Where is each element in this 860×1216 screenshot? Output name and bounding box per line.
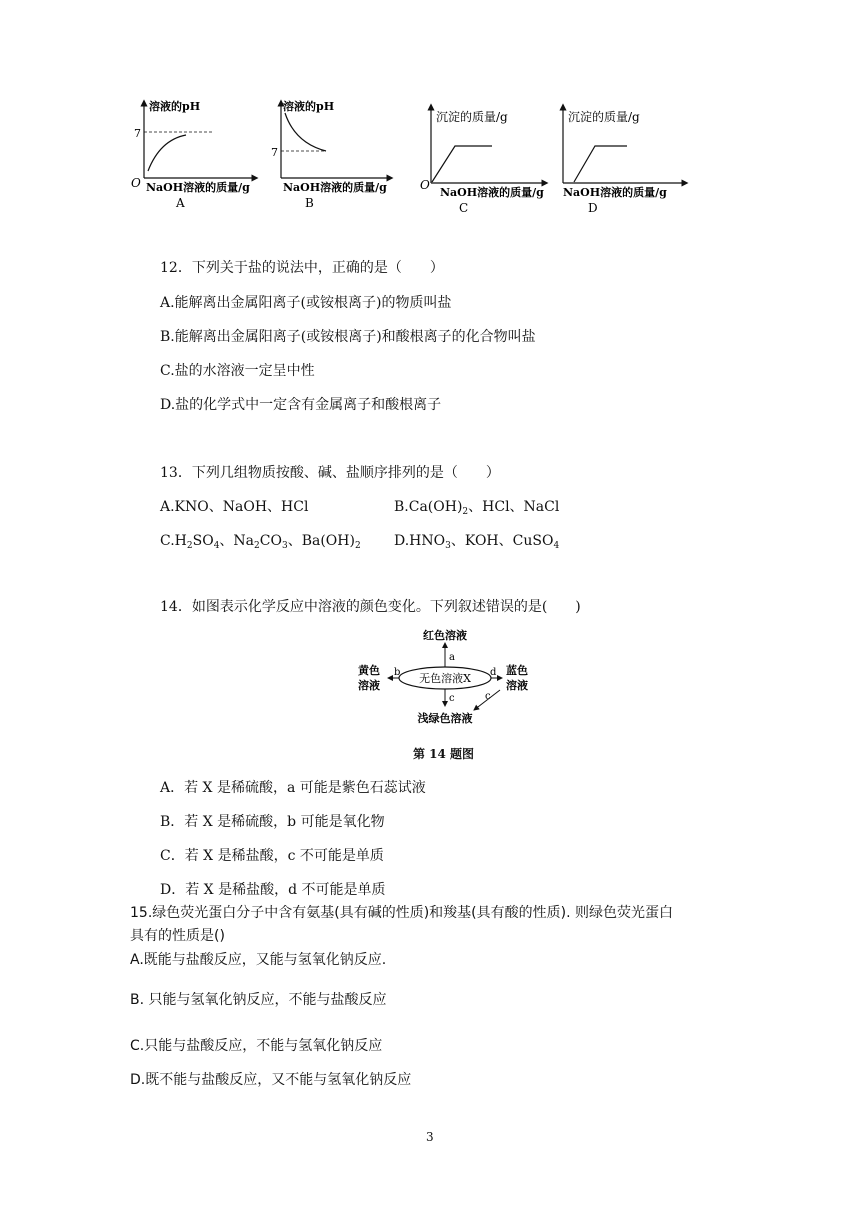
top-label: 红色溶液 [423, 629, 467, 642]
q14-option-d: D．若 X 是稀盐酸，d 不可能是单质 [160, 882, 386, 898]
arrow-d-label: d [490, 667, 497, 678]
color-change-diagram [350, 626, 540, 730]
q12-stem: 12．下列关于盐的说法中，正确的是（ ） [160, 260, 444, 276]
q14-option-c: C．若 X 是稀盐酸，c 不可能是单质 [160, 848, 384, 864]
q15-stem-line2: 具有的性质是() [130, 928, 225, 944]
center-label: 无色溶液X [419, 672, 471, 685]
graph-b-ylabel: 溶液的pH [283, 100, 335, 113]
graph-a [131, 99, 255, 210]
graph-d-ylabel: 沉淀的质量/g [568, 110, 640, 124]
graph-c-ylabel: 沉淀的质量/g [436, 110, 508, 124]
graph-d [563, 107, 685, 215]
right-label-1: 蓝色 [506, 664, 528, 677]
graph-d-xlabel: NaOH溶液的质量/g [563, 186, 667, 199]
graph-d-line [574, 146, 627, 182]
graph-d-letter: D [588, 201, 598, 215]
graph-c-xlabel: NaOH溶液的质量/g [440, 186, 544, 199]
q15-option-b: B. 只能与氢氧化钠反应，不能与盐酸反应 [130, 992, 387, 1008]
graph-a-tick-7: 7 [134, 127, 141, 140]
arrow-b-label: b [394, 667, 401, 678]
left-label-2: 溶液 [358, 679, 380, 692]
q12-option-c: C.盐的水溶液一定呈中性 [160, 363, 315, 379]
graph-b [271, 99, 390, 210]
q13-option-a: A.KNO、NaOH、HCl [160, 499, 309, 515]
q15-option-a: A.既能与盐酸反应，又能与氢氧化钠反应. [130, 952, 387, 968]
graph-a-curve [148, 135, 186, 171]
graph-a-xlabel: NaOH溶液的质量/g [146, 181, 250, 194]
graph-c-line [432, 146, 492, 182]
q13-option-b: $B.Ca(OH)_2$、HCl、NaCl [394, 499, 560, 517]
page-number: 3 [426, 1130, 434, 1144]
q12-option-a: A.能解离出金属阳离子(或铵根离子)的物质叫盐 [160, 295, 452, 311]
graph-c [420, 107, 545, 215]
q13-option-c: $C.H_2SO_4$、$Na_2CO_3$、$Ba(OH)_2$ [160, 533, 361, 551]
bottom-label: 浅绿色溶液 [417, 712, 473, 725]
right-label-2: 溶液 [506, 679, 528, 692]
arrow-a-label: a [449, 652, 455, 663]
graph-c-origin: O [420, 178, 430, 192]
left-label-1: 黄色 [358, 664, 380, 677]
q14-stem: 14．如图表示化学反应中溶液的颜色变化。下列叙述错误的是( ) [160, 599, 581, 615]
q12-option-b: B.能解离出金属阳离子(或铵根离子)和酸根离子的化合物叫盐 [160, 329, 536, 345]
q13-option-d: $D.HNO_3$、KOH、CuSO$_4$ [394, 533, 560, 551]
q14-option-a: A．若 X 是稀硫酸，a 可能是紫色石蕊试液 [160, 780, 426, 796]
graph-a-origin: O [131, 176, 141, 190]
q12-option-d: D.盐的化学式中一定含有金属离子和酸根离子 [160, 397, 442, 413]
q15-stem-line1: 15.绿色荧光蛋白分子中含有氨基(具有碱的性质)和羧基(具有酸的性质). 则绿色荧光蛋白 [130, 905, 674, 921]
ph-precipitate-graphs [130, 95, 700, 215]
q14-option-b: B．若 X 是稀硫酸，b 可能是氧化物 [160, 814, 385, 830]
graph-a-ylabel: 溶液的pH [149, 100, 201, 113]
graph-a-letter: A [176, 196, 185, 210]
graph-b-tick-7: 7 [271, 146, 278, 159]
q15-option-d: D.既不能与盐酸反应，又不能与氢氧化钠反应 [130, 1072, 412, 1088]
graph-b-xlabel: NaOH溶液的质量/g [283, 181, 387, 194]
q15-option-c: C.只能与盐酸反应，不能与氢氧化钠反应 [130, 1038, 383, 1054]
graph-b-letter: B [305, 196, 314, 210]
q13-stem: 13．下列几组物质按酸、碱、盐顺序排列的是（ ） [160, 465, 500, 481]
graph-c-letter: C [459, 201, 469, 215]
q14-caption: 第 14 题图 [413, 747, 475, 761]
arrow-c2-label: c [485, 691, 491, 702]
graph-b-curve [285, 113, 326, 151]
arrow-c-label: c [449, 693, 455, 704]
